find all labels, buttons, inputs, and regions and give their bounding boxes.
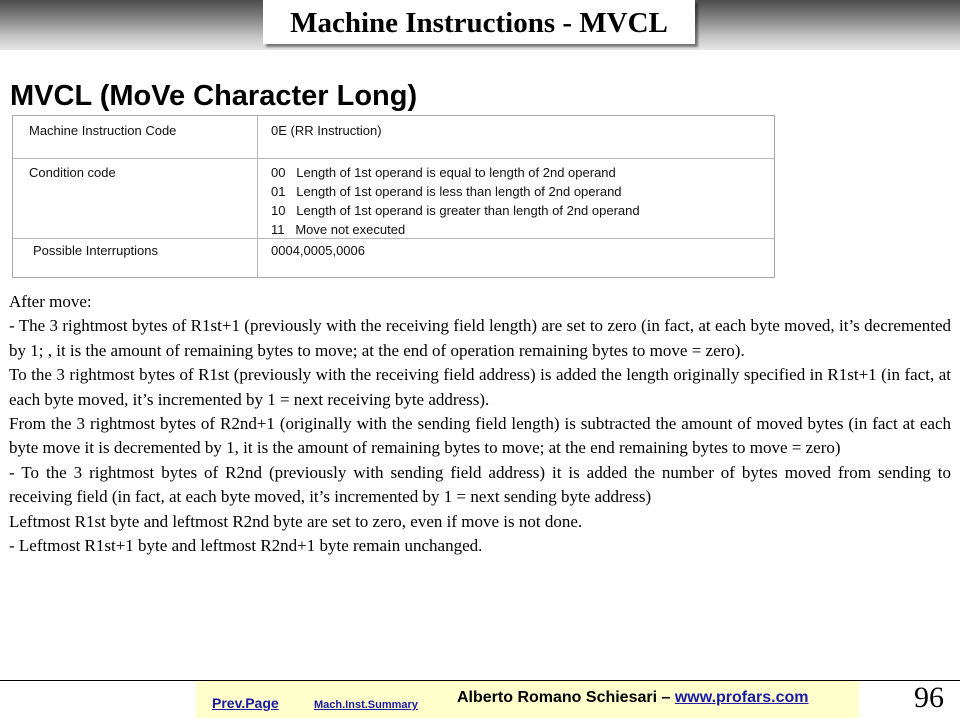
table-value-interruptions: 0004,0005,0006 bbox=[271, 243, 365, 258]
table-label-interruptions: Possible Interruptions bbox=[33, 243, 159, 258]
table-value-condition-code-01: 01 Length of 1st operand is less than length of 2nd operand bbox=[271, 184, 622, 199]
table-column-divider bbox=[257, 116, 258, 277]
table-value-machine-code: 0E (RR Instruction) bbox=[271, 123, 382, 138]
table-value-condition-code-00: 00 Length of 1st operand is equal to length of 2nd operand bbox=[271, 165, 616, 180]
body-paragraph: Leftmost R1st byte and leftmost R2nd byte are set to zero, even if move is not done. bbox=[9, 511, 583, 531]
title-box bbox=[263, 0, 695, 44]
prev-page-link[interactable]: Prev.Page bbox=[212, 695, 279, 711]
body-paragraph: To the 3 rightmost bytes of R1st (previously with the receiving field address) is added the length originally specified in R1st+1 (in fact, at each byte moved, it’s incremented by 1 = next receiving byte address). bbox=[9, 365, 951, 409]
author-name: Alberto Romano Schiesari – bbox=[457, 689, 675, 706]
body-paragraph: From the 3 rightmost bytes of R2nd+1 (originally with the sending field length) is subtracted the amount of moved bytes (in fact at each byte move it is decremented by 1, it is the amount of remaining bytes to move; at the end remaining bytes to move = zero) bbox=[9, 414, 951, 458]
page-number: 96 bbox=[914, 681, 944, 714]
body-paragraph: - To the 3 rightmost bytes of R2nd (previously with sending field address) it is added the number of bytes moved from sending to receiving field (in fact, at each byte moved, it’s incremented by 1 = next sending byte address) bbox=[9, 462, 951, 507]
table-label-machine-code: Machine Instruction Code bbox=[29, 123, 177, 138]
body-paragraph: - Leftmost R1st+1 byte and leftmost R2nd+1 byte remain unchanged. bbox=[9, 536, 483, 556]
table-value-condition-code-10: 10 Length of 1st operand is greater than length of 2nd operand bbox=[271, 203, 640, 218]
table-row-divider bbox=[13, 158, 774, 159]
body-text bbox=[9, 290, 951, 558]
body-paragraph: - The 3 rightmost bytes of R1st+1 (previously with the receiving field length) are set to zero (in fact, at each byte moved, it’s decremented by 1; , it is the amount of remaining bytes to move; at the end of operation remaining bytes to move = zero). bbox=[9, 316, 951, 360]
table-value-condition-code-11: 11 Move not executed bbox=[271, 222, 406, 237]
table-label-condition-code: Condition code bbox=[29, 165, 116, 180]
instruction-subtitle: MVCL (MoVe Character Long) bbox=[10, 80, 418, 112]
author-credit bbox=[457, 689, 809, 707]
page-title: Machine Instructions - MVCL bbox=[290, 7, 668, 39]
instruction-summary-link[interactable]: Mach.Inst.Summary bbox=[314, 699, 418, 711]
body-heading: After move: bbox=[9, 292, 92, 311]
instruction-info-table bbox=[12, 115, 775, 278]
author-website-link[interactable]: www.profars.com bbox=[674, 689, 809, 706]
